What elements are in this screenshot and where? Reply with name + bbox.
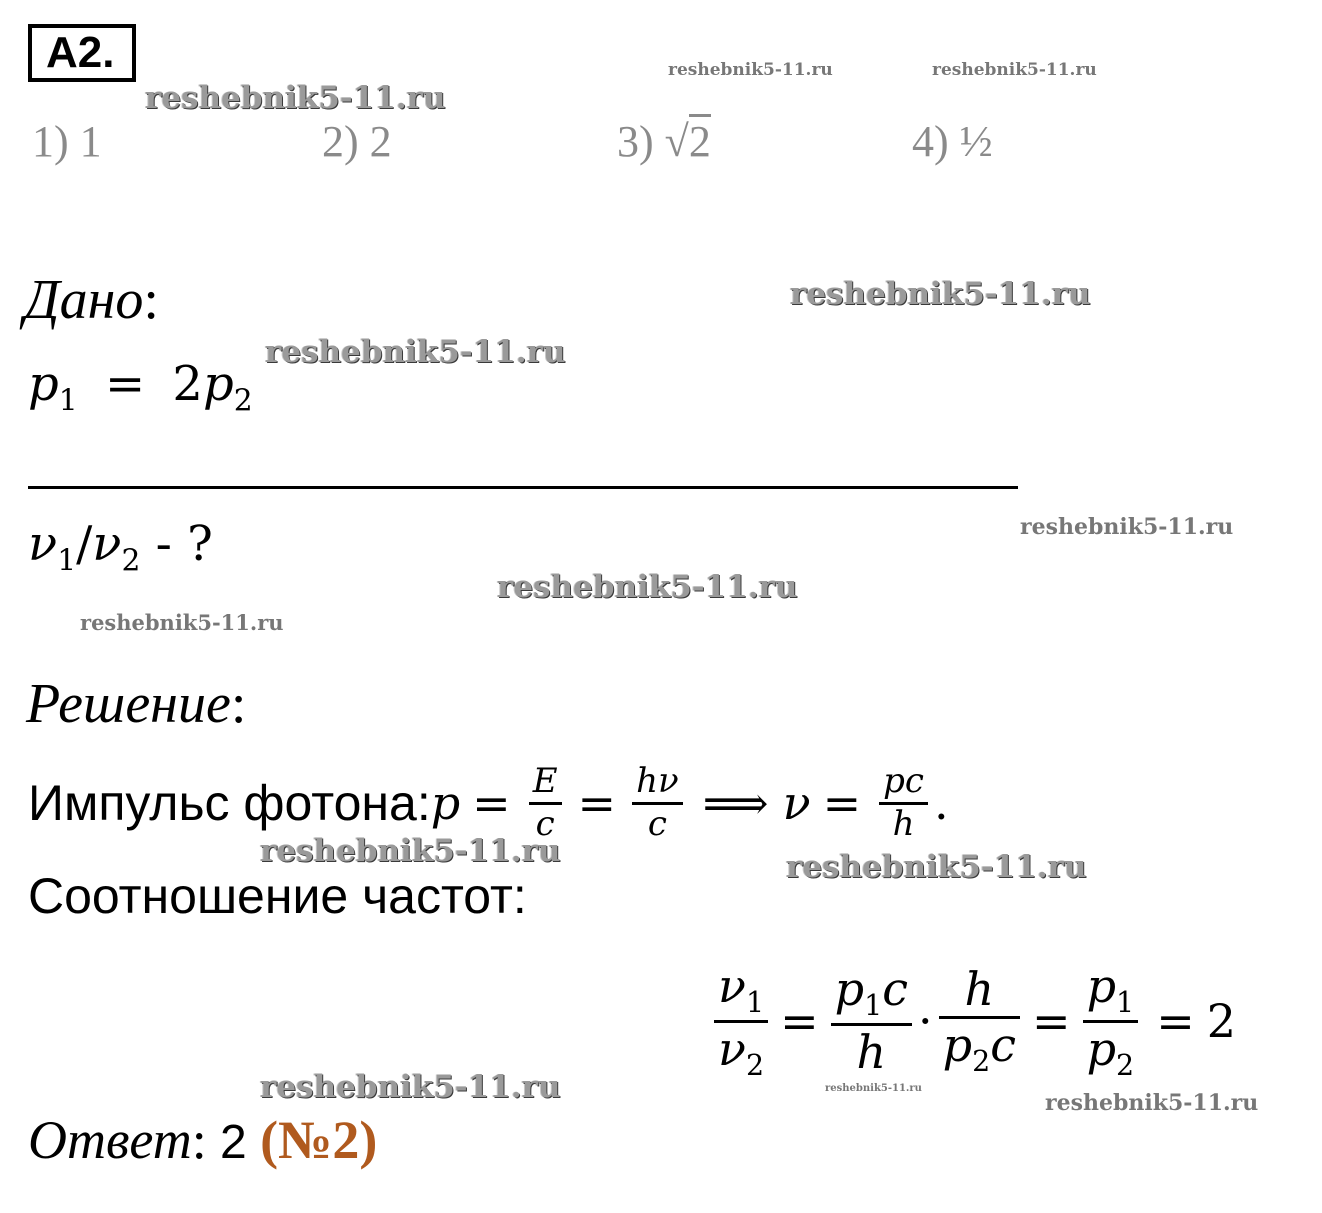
symbol-nu: ν [92, 516, 122, 572]
numerator [714, 960, 768, 1020]
symbol-p: p [28, 356, 59, 412]
impulse-line [28, 748, 949, 858]
watermark: reshebnik5-11.ru [932, 60, 1097, 80]
answer-heading: Ответ [28, 1110, 192, 1170]
subscript-1: 1 [864, 989, 883, 1023]
subscript-2: 2 [233, 383, 253, 419]
subscript-2: 2 [121, 543, 141, 579]
watermark: reshebnik5-11.ru [80, 610, 284, 635]
numerator [1083, 960, 1139, 1020]
subscript-1: 1 [57, 543, 77, 579]
answer-value: 2 [206, 1116, 261, 1169]
subscript-2: 2 [1116, 1048, 1135, 1082]
fraction-p1c-over-h [831, 963, 912, 1079]
symbol-nu: ν [28, 516, 58, 572]
symbol-c: c [990, 1018, 1017, 1073]
solution-heading-colon: : [230, 673, 247, 735]
find-suffix: - ? [140, 516, 213, 572]
denominator: c [535, 803, 555, 844]
equals-sign: = [780, 994, 819, 1048]
fraction-h-over-p2c [939, 963, 1020, 1079]
watermark: reshebnik5-11.ru [145, 80, 446, 116]
subscript-1: 1 [745, 985, 765, 1019]
option-2: 2) 2 [322, 117, 392, 166]
watermark: reshebnik5-11.ru [260, 833, 561, 869]
solution-heading [26, 672, 246, 736]
coefficient: 2 [172, 356, 203, 412]
fraction-pc-over-h [879, 762, 928, 843]
answer-line [28, 1108, 377, 1175]
symbol-p: p [202, 356, 234, 412]
symbol-c: c [882, 962, 909, 1017]
period: . [933, 776, 949, 830]
watermark: reshebnik5-11.ru [668, 60, 833, 80]
watermark: reshebnik5-11.ru [497, 569, 798, 605]
watermark: reshebnik5-11.ru [1020, 514, 1234, 540]
ratio-formula [708, 946, 1236, 1096]
symbol-p: p [834, 962, 865, 1017]
sqrt-sign: √ [664, 117, 689, 166]
given-heading [24, 268, 159, 332]
answer-option-number: (№2) [260, 1110, 378, 1170]
given-heading-colon: : [143, 269, 159, 331]
watermark: reshebnik5-11.ru [1045, 1090, 1259, 1116]
equals-sign: = [1032, 994, 1071, 1048]
task-number-dot: . [102, 28, 115, 77]
watermark: reshebnik5-11.ru [260, 1069, 561, 1105]
slash: / [76, 516, 93, 572]
symbol-p: p [942, 1018, 973, 1073]
multiply-dot: · [918, 994, 933, 1048]
equals-sign: = [822, 776, 862, 830]
denominator [939, 1019, 1020, 1079]
impulse-formula [431, 762, 949, 843]
divider-line [28, 486, 1018, 489]
numerator: pc [883, 761, 924, 802]
fraction-nu1-over-nu2 [714, 960, 768, 1083]
watermark: reshebnik5-11.ru [786, 849, 1087, 885]
subscript-1: 1 [1116, 985, 1135, 1019]
denominator [1083, 1023, 1139, 1083]
option-3-label: 3) [617, 117, 665, 166]
symbol-nu: ν [718, 1021, 746, 1076]
ratio-label: Соотношение частот: [28, 868, 527, 924]
task-number-badge [28, 24, 136, 82]
option-3 [617, 114, 711, 170]
equals-sign: = [104, 356, 146, 412]
watermark: reshebnik5-11.ru [265, 334, 566, 370]
watermark: reshebnik5-11.ru [825, 1083, 922, 1094]
impulse-label: Импульс фотона: [28, 775, 431, 831]
equals-sign: = [472, 776, 511, 830]
task-number: А2 [46, 28, 103, 77]
denominator: h [856, 1024, 887, 1079]
symbol-nu: ν [718, 958, 746, 1013]
fraction-hnu-over-c [632, 762, 683, 843]
implies-arrow: ⟹ [702, 776, 769, 830]
subscript-2: 2 [972, 1045, 991, 1079]
equals-sign: = [577, 776, 617, 830]
fraction-E-over-c [529, 762, 562, 843]
given-heading-text: Дано [24, 269, 144, 331]
find-expression [28, 512, 213, 593]
symbol-nu: ν [782, 776, 811, 830]
fraction-p1-over-p2 [1083, 960, 1139, 1083]
denominator [714, 1023, 768, 1083]
symbol-p: p [1086, 1021, 1117, 1076]
watermark: reshebnik5-11.ru [790, 276, 1091, 312]
option-4: 4) ½ [912, 117, 993, 166]
symbol-p: p [430, 776, 461, 830]
given-equation [28, 352, 253, 433]
subscript-1: 1 [58, 383, 78, 419]
solution-heading-text: Решение [26, 673, 231, 735]
equals-sign: = [1156, 994, 1195, 1048]
denominator: h [892, 803, 915, 844]
ratio-result: 2 [1206, 994, 1237, 1048]
numerator: hν [636, 761, 679, 802]
numerator [831, 963, 912, 1023]
symbol-p: p [1086, 958, 1117, 1013]
option-1: 1) 1 [32, 117, 102, 166]
answer-colon: : [191, 1110, 207, 1170]
sqrt-radicand: 2 [689, 114, 711, 166]
numerator: E [532, 761, 558, 802]
denominator: c [647, 803, 667, 844]
numerator: h [964, 962, 995, 1017]
subscript-2: 2 [745, 1048, 765, 1082]
